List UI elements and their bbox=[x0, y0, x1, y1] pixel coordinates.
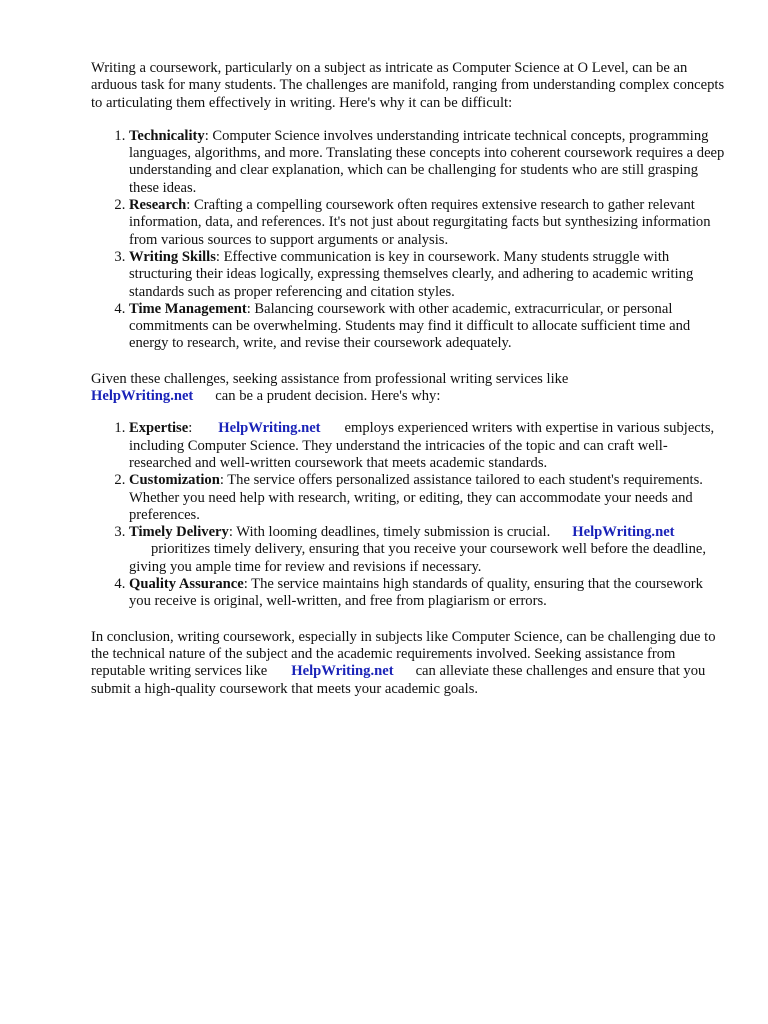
item-term: Writing Skills bbox=[129, 248, 216, 265]
list-item bbox=[129, 197, 727, 249]
item-term: Technicality bbox=[129, 127, 205, 144]
item-text: : Balancing coursework with other academic, extracurricular, or personal commitments can be overwhelming. Students may find it difficult to allocate sufficient time and energy to research, write, and revise their coursework adequately. bbox=[129, 300, 691, 352]
conclusion-paragraph bbox=[91, 629, 727, 698]
conclusion-text: In conclusion, writing coursework, especially in subjects like Computer Science, can be challenging due to the technical nature of the subject and the academic requirements involved. Seeking assistance from reputable writing services like bbox=[91, 628, 716, 680]
item-text: : With looming deadlines, timely submission is crucial. bbox=[228, 524, 551, 541]
item-text: : Crafting a compelling coursework often requires extensive research to gather relevant information, data, and references. It's not just about regurgitating facts but synthesizing information from various sources to support arguments or analysis. bbox=[129, 197, 711, 248]
helpwriting-link[interactable]: HelpWriting.net bbox=[572, 524, 675, 541]
item-term: Timely Delivery bbox=[129, 524, 229, 541]
item-term: Customization bbox=[129, 472, 220, 489]
item-colon: : bbox=[188, 420, 193, 437]
list-item bbox=[129, 249, 727, 301]
intro-paragraph: Writing a coursework, particularly on a subject as intricate as Computer Science at O Level, can be an arduous task for many students. The challenges are manifold, ranging from understanding complex concepts to articulating them effectively in writing. Here's why it can be difficult: bbox=[91, 60, 725, 111]
list-item bbox=[129, 576, 727, 611]
given-text-after: can be a prudent decision. Here's why: bbox=[215, 388, 441, 405]
document-body bbox=[91, 60, 727, 698]
conclusion-text-after: can alleviate these challenges and ensure that you submit a high-quality coursework that meets your academic goals. bbox=[91, 663, 706, 697]
given-text: Given these challenges, seeking assistance from professional writing services like bbox=[91, 370, 569, 387]
list-item bbox=[129, 420, 727, 472]
item-term: Expertise bbox=[129, 420, 189, 437]
given-paragraph bbox=[91, 371, 727, 406]
item-term: Research bbox=[129, 197, 187, 214]
list-item bbox=[129, 472, 727, 524]
list-item bbox=[129, 301, 727, 353]
item-text-after: prioritizes timely delivery, ensuring that you receive your coursework well before the deadline, giving you ample time for review and revisions if necessary. bbox=[129, 541, 707, 575]
reasons-list bbox=[91, 420, 727, 610]
item-term: Quality Assurance bbox=[129, 576, 244, 593]
item-text: : The service maintains high standards of quality, ensuring that the coursework you receive is original, well-written, and free from plagiarism or errors. bbox=[129, 576, 703, 610]
item-term: Time Management bbox=[129, 300, 247, 317]
list-item bbox=[129, 128, 727, 197]
item-text: : The service offers personalized assistance tailored to each student's requirements. Whether you need help with research, writing, or editing, they can accommodate your needs and preferences. bbox=[129, 472, 703, 523]
item-text: employs experienced writers with expertise in various subjects, including Computer Science. They understand the intricacies of the topic and can craft well-researched and well-written coursework that meets academic standards. bbox=[129, 420, 715, 471]
helpwriting-link[interactable]: HelpWriting.net bbox=[218, 420, 321, 437]
item-text: : Effective communication is key in coursework. Many students struggle with structuring their ideas logically, expressing themselves clearly, and adhering to academic writing standards such as proper referencing and citation styles. bbox=[129, 248, 694, 300]
list-item bbox=[129, 524, 727, 576]
item-text: : Computer Science involves understanding intricate technical concepts, programming languages, algorithms, and more. Translating these concepts into coherent coursework requires a deep understanding and clear explanation, which can be challenging for students who are still grasping these ideas. bbox=[129, 127, 725, 196]
challenges-list bbox=[91, 128, 727, 353]
helpwriting-link[interactable]: HelpWriting.net bbox=[91, 388, 194, 405]
helpwriting-link[interactable]: HelpWriting.net bbox=[291, 663, 394, 680]
